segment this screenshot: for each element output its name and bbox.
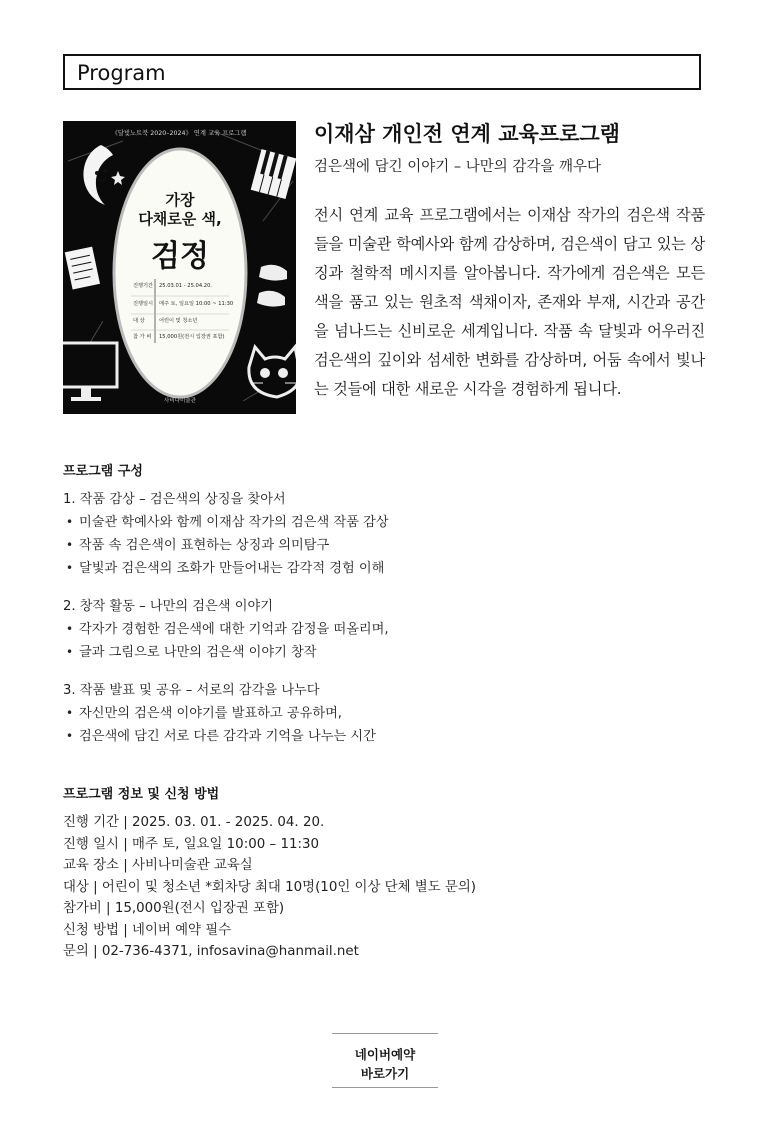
list-item [63,618,389,641]
info-target: 대상 | 어린이 및 청소년 *회차당 최대 10명(10인 이상 단체 별도 문의) [63,879,477,895]
list-item [63,725,376,748]
page-title: 이재삼 개인전 연계 교육프로그램 [314,122,620,146]
divider [332,1087,438,1088]
bullet-icon: • [66,729,74,743]
info-schedule: 진행 일시 | 매주 토, 일요일 10:00 – 11:30 [63,836,320,852]
list-item [63,702,376,725]
poster-illustration [63,121,296,414]
program-poster [63,121,296,414]
program-info [63,812,476,963]
group-title: 1. 작품 감상 – 검은색의 상징을 찾아서 [63,492,286,507]
bullet-icon: • [66,561,74,575]
poster-row-value: 25.03.01 - 25.04.20. [159,283,213,289]
info-period: 진행 기간 | 2025. 03. 01. - 2025. 04. 20. [63,815,325,830]
group-title: 2. 창작 활동 – 나만의 검은색 이야기 [63,599,273,614]
list-item-text: 달빛과 검은색의 조화가 만들어내는 감각적 경험 이해 [79,561,385,576]
list-item [63,641,389,664]
poster-row-label: 진행기간 [133,283,154,289]
poster-top-text: 《달빛노트북 2020–2024》 연계 교육 프로그램 [111,130,247,137]
bullet-icon: • [66,622,74,636]
list-item-text: 글과 그림으로 나만의 검은색 이야기 창작 [79,645,317,660]
reserve-label-1: 네이버예약 [354,1047,416,1062]
list-item-text: 미술관 학예사와 함께 이재삼 작가의 검은색 작품 감상 [79,515,389,530]
reserve-label-2: 바로가기 [360,1066,410,1081]
poster-row-value: 매주 토, 일요일 10:00 ~ 11:30 [159,301,234,307]
group-title: 3. 작품 발표 및 공유 – 서로의 감각을 나누다 [63,683,320,698]
poster-row-label: 대 상 [133,318,145,324]
composition-group-3 [63,679,376,748]
poster-row-value: 15,000원(전시 입장권 포함) [159,334,225,340]
info-heading: 프로그램 정보 및 신청 방법 [63,787,220,802]
composition-heading: 프로그램 구성 [63,464,143,479]
bullet-icon: • [66,706,74,720]
poster-headline-3: 검정 [151,239,209,274]
list-item [63,534,389,557]
list-item-text: 각자가 경험한 검은색에 대한 기억과 감정을 떠올리며, [79,622,389,637]
info-contact: 문의 | 02-736-4371, infosavina@hanmail.net [63,944,359,959]
program-description: 전시 연계 교육 프로그램에서는 이재삼 작가의 검은색 작품들을 미술관 학예사와 함께 감상하며, 검은색이 담고 있는 상징과 철학적 메시지를 알아봅니다. 작가에게 검은색은 모든 색을 품고 있는 원초적 색채이자, 존재와 부재, 시간과 공간을 넘나드는 신비로운 세계입니다. 작품 속 달빛과 어우러진 검은색의 깊이와 섬세한 변화를 감상하며, 어둠 속에서 빛나는 것들에 대한 새로운 시각을 경험하게 됩니다. [314,206,705,398]
program-header-title: Program [77,61,166,85]
list-item-text: 작품 속 검은색이 표현하는 상징과 의미탐구 [79,538,330,553]
bullet-icon: • [66,538,74,552]
poster-row-label: 참 가 비 [133,334,152,340]
program-header [63,54,701,90]
list-item-text: 자신만의 검은색 이야기를 발표하고 공유하며, [79,706,343,721]
poster-headline-1: 가장 [165,191,195,209]
poster-footer: 사비나미술관 [164,398,196,404]
poster-row-value: 어린이 및 청소년 [159,318,198,324]
page-subtitle: 검은색에 담긴 이야기 – 나만의 감각을 깨우다 [314,159,602,175]
bullet-icon: • [66,645,74,659]
list-item-text: 검은색에 담긴 서로 다른 감각과 기억을 나누는 시간 [79,729,376,744]
list-item [63,557,389,580]
composition-group-1 [63,488,389,580]
poster-headline-2: 다채로운 색, [138,210,222,228]
poster-row-label: 진행일시 [133,301,154,307]
info-apply: 신청 방법 | 네이버 예약 필수 [63,922,232,938]
info-fee: 참가비 | 15,000원(전시 입장권 포함) [63,901,285,916]
list-item [63,511,389,534]
composition-group-2 [63,595,389,664]
bullet-icon: • [66,515,74,529]
divider [332,1033,438,1034]
naver-reserve-button[interactable] [332,1033,438,1088]
info-location: 교육 장소 | 사비나미술관 교육실 [63,858,253,873]
